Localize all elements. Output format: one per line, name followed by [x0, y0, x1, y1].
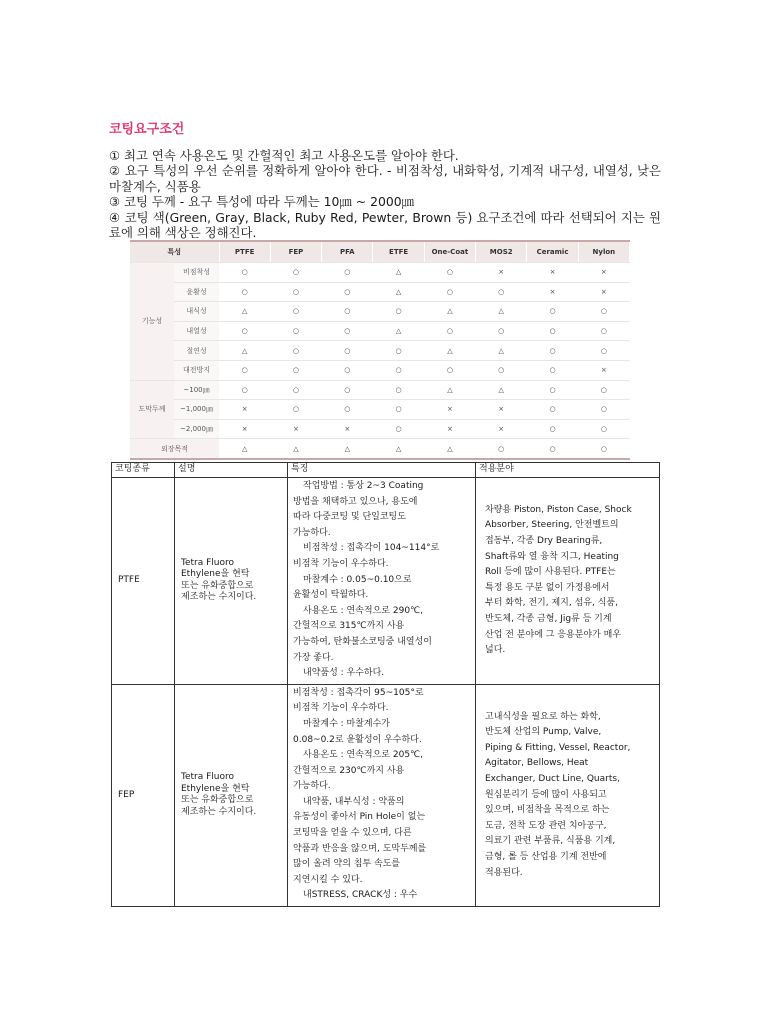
rating-cell: △	[373, 321, 424, 341]
header-cell: One-Coat	[424, 241, 475, 263]
header-cell: FEP	[270, 241, 321, 263]
rating-cell: ×	[270, 419, 321, 439]
rating-cell: ○	[527, 360, 578, 380]
property-row	[130, 400, 630, 420]
coating-row	[112, 478, 660, 685]
property-row	[130, 380, 630, 400]
feature-line: 내약품, 내부식성 : 약품의	[303, 796, 405, 807]
application-line: Shaft류와 열 융착 지그, Heating	[485, 551, 619, 562]
rating-cell: ×	[476, 400, 527, 420]
coating-row	[112, 684, 660, 906]
rating-cell: ○	[322, 341, 373, 361]
feature-line: 많이 올려 약의 침투 속도를	[293, 859, 401, 870]
feature-line: 비점착 기능이 우수하다.	[293, 703, 389, 714]
group-label: 도막두께	[130, 380, 174, 439]
requirement-line: ③ 코팅 두께 - 요구 특성에 따라 두께는 10㎛ ~ 2000㎛	[109, 194, 414, 210]
feature-line: 사용온도 : 연속적으로 290℃,	[303, 605, 424, 616]
application-line: 반도체, 각종 금형, Jig류 등 기계	[485, 614, 612, 625]
rating-cell: ○	[527, 302, 578, 322]
application-line: 차량용 Piston, Piston Case, Shock	[485, 504, 632, 515]
property-row	[130, 263, 630, 283]
rating-cell: ○	[578, 400, 629, 420]
rating-cell: ○	[373, 302, 424, 322]
application-line: 특정 용도 구분 없이 가정용에서	[485, 582, 610, 593]
feature-line: 마찰계수 : 마찰계수가	[303, 718, 391, 729]
rating-cell: ○	[322, 282, 373, 302]
feature-line: 약품과 반응을 않으며, 도막두께를	[293, 843, 427, 854]
header-cell: 적용분야	[476, 463, 660, 478]
rating-cell: ○	[578, 380, 629, 400]
application-line: 있으며, 비점착을 목적으로 하는	[485, 805, 610, 816]
rating-cell: ○	[424, 282, 475, 302]
application-line: 반도체 산업의 Pump, Valve,	[485, 727, 602, 738]
feature-line: 코팅막을 얻을 수 있으며, 다른	[293, 828, 412, 839]
rating-cell: ×	[219, 400, 270, 420]
property-row	[130, 302, 630, 322]
header-cell: 설명	[175, 463, 288, 478]
rating-cell: ○	[373, 360, 424, 380]
coating-type: FEP	[112, 684, 175, 906]
rating-cell: △	[424, 380, 475, 400]
rating-cell: △	[476, 341, 527, 361]
rating-cell: ○	[322, 380, 373, 400]
property-row	[130, 321, 630, 341]
header-cell: Ceramic	[527, 241, 578, 263]
row-label: 내열성	[174, 321, 219, 341]
header-cell: 특징	[288, 463, 476, 478]
rating-cell: ×	[219, 419, 270, 439]
coating-description	[175, 478, 288, 685]
row-label: 절연성	[174, 341, 219, 361]
rating-cell: ×	[527, 263, 578, 283]
rating-cell: ○	[219, 360, 270, 380]
requirement-line: ② 요구 특성의 우선 순위를 정확하게 알아야 한다. - 비점착성, 내화학성, 기계적 내구성, 내열성, 낮은 마찰계수, 식품용	[109, 163, 661, 194]
header-cell: Nylon	[578, 241, 629, 263]
rating-cell: △	[270, 439, 321, 459]
rating-cell: △	[373, 439, 424, 459]
rating-cell: ×	[578, 282, 629, 302]
application-line: Piping & Fitting, Vessel, Reactor,	[485, 742, 631, 753]
rating-cell: ○	[270, 341, 321, 361]
feature-line: 마찰계수 : 0.05~0.10으로	[303, 574, 412, 585]
rating-cell: ○	[373, 419, 424, 439]
feature-line: 내STRESS, CRACK성 : 우수	[303, 890, 418, 901]
property-comparison-table	[130, 240, 630, 460]
rating-cell: ○	[424, 360, 475, 380]
header-cell: PFA	[322, 241, 373, 263]
row-label: ~2,000㎛	[174, 419, 219, 439]
feature-line: 작업방법 : 통상 2~3 Coating	[303, 481, 424, 491]
coating-types-table	[111, 462, 660, 907]
rating-cell: ○	[219, 282, 270, 302]
description-line: 제조하는 수지이다.	[181, 806, 257, 817]
group-label: 기능성	[130, 263, 174, 381]
coating-features	[288, 684, 476, 906]
coating-features	[288, 478, 476, 685]
rating-cell: ○	[527, 341, 578, 361]
application-line: 부터 화학, 전기, 제지, 섬유, 식품,	[485, 598, 618, 609]
rating-cell: △	[424, 341, 475, 361]
rating-cell: △	[424, 439, 475, 459]
description-line: Tetra Fluoro	[181, 557, 235, 568]
header-cell: MOS2	[476, 241, 527, 263]
property-row	[130, 282, 630, 302]
feature-line: 간헐적으로 230℃까지 사용	[293, 765, 405, 776]
rating-cell: ○	[527, 380, 578, 400]
section-heading: 코팅요구조건	[109, 122, 185, 137]
feature-line: 유동성이 좋아서 Pin Hole이 없는	[293, 812, 426, 823]
rating-cell: ○	[219, 263, 270, 283]
feature-line: 따라 다중코팅 및 단일코팅도	[293, 512, 406, 523]
rating-cell: ○	[322, 360, 373, 380]
property-row	[130, 439, 630, 459]
rating-cell: ○	[476, 360, 527, 380]
rating-cell: ○	[322, 400, 373, 420]
rating-cell: △	[373, 263, 424, 283]
feature-line: 가능하다.	[293, 527, 331, 538]
rating-cell: ×	[476, 419, 527, 439]
application-line: 도금, 전착 도장 관련 치아공구,	[485, 820, 607, 831]
rating-cell: ○	[527, 400, 578, 420]
rating-cell: ○	[476, 321, 527, 341]
feature-line: 가능하여, 탄화불소코팅중 내열성이	[293, 636, 432, 647]
rating-cell: △	[219, 439, 270, 459]
feature-line: 0.08~0.2로 윤활성이 우수하다.	[293, 734, 422, 745]
rating-cell: ×	[578, 360, 629, 380]
header-cell: ETFE	[373, 241, 424, 263]
rating-cell: ○	[270, 360, 321, 380]
row-label: 비점착성	[174, 263, 219, 283]
application-line: 산업 전 분야에 그 응용분야가 매우	[485, 629, 622, 640]
rating-cell: ○	[373, 341, 424, 361]
feature-line: 사용온도 : 연속적으로 205℃,	[303, 750, 424, 761]
feature-line: 비점착성 : 접촉각이 104~114°로	[303, 543, 440, 554]
description-line: Tetra Fluoro	[181, 772, 235, 783]
application-line: 금형, 롤 등 산업용 기계 전반에	[485, 851, 607, 862]
property-row	[130, 341, 630, 361]
rating-cell: △	[219, 302, 270, 322]
requirement-line: ① 최고 연속 사용온도 및 간헐적인 최고 사용온도를 알아야 한다.	[109, 148, 459, 163]
rating-cell: ○	[373, 380, 424, 400]
rating-cell: ○	[424, 263, 475, 283]
header-cell: PTFE	[219, 241, 270, 263]
coating-type: PTFE	[112, 478, 175, 685]
rating-cell: ○	[527, 321, 578, 341]
rating-cell: ×	[476, 263, 527, 283]
application-line: 적용된다.	[485, 867, 523, 878]
rating-cell: ○	[578, 419, 629, 439]
feature-line: 윤활성이 탁월하다.	[293, 590, 369, 601]
description-line: 또는 유화중합으로	[181, 795, 254, 806]
rating-cell: △	[476, 380, 527, 400]
rating-cell: ○	[270, 380, 321, 400]
rating-cell: ×	[578, 263, 629, 283]
application-line: Exchanger, Duct Line, Quarts,	[485, 773, 620, 784]
rating-cell: ○	[527, 419, 578, 439]
application-line: Agitator, Bellows, Heat	[485, 758, 589, 769]
application-line: Absorber, Steering, 안전벨트의	[485, 520, 619, 531]
rating-cell: ○	[322, 302, 373, 322]
rating-cell: ○	[578, 302, 629, 322]
description-line: Ethylene을 현탁	[181, 783, 250, 794]
description-line: 또는 유화중합으로	[181, 580, 254, 591]
rating-cell: △	[219, 341, 270, 361]
header-cell: 특성	[130, 241, 219, 263]
property-row	[130, 360, 630, 380]
rating-cell: ×	[322, 419, 373, 439]
rating-cell: ○	[270, 302, 321, 322]
rating-cell: ○	[270, 321, 321, 341]
rating-cell: △	[424, 302, 475, 322]
rating-cell: ×	[527, 282, 578, 302]
description-line: 제조하는 수지이다.	[181, 592, 257, 603]
application-line: Roll 등에 많이 사용된다. PTFE는	[485, 567, 616, 578]
rating-cell: ○	[424, 321, 475, 341]
row-label: 윤활성	[174, 282, 219, 302]
feature-line: 지연시킬 수 있다.	[293, 874, 363, 885]
application-line: 원심분리기 등에 많이 사용되고	[485, 789, 607, 800]
rating-cell: ○	[373, 400, 424, 420]
rating-cell: ○	[578, 439, 629, 459]
feature-line: 간헐적으로 315℃까지 사용	[293, 621, 405, 632]
rating-cell: ○	[476, 282, 527, 302]
row-label: ~1,000㎛	[174, 400, 219, 420]
row-label: ~100㎛	[174, 380, 219, 400]
requirements-text	[109, 148, 661, 240]
rating-cell: ○	[322, 263, 373, 283]
feature-line: 내약품성 : 우수하다.	[303, 668, 385, 679]
header-cell: 코팅종류	[112, 463, 175, 478]
description-line: Ethylene을 현탁	[181, 569, 250, 580]
feature-line: 가장 좋다.	[293, 652, 334, 663]
rating-cell: ○	[476, 439, 527, 459]
coating-header-row	[112, 463, 660, 478]
rating-cell: ○	[527, 439, 578, 459]
rating-cell: △	[476, 302, 527, 322]
rating-cell: ○	[578, 321, 629, 341]
application-line: 넓다.	[485, 645, 506, 656]
rating-cell: ○	[578, 341, 629, 361]
row-label: 외장목적	[130, 439, 219, 459]
feature-line: 가능하다.	[293, 781, 331, 792]
application-line: 고내식성을 필요로 하는 화학,	[485, 711, 601, 722]
coating-description	[175, 684, 288, 906]
application-line: 의료기 관련 부품류, 식품용 기계,	[485, 836, 616, 847]
rating-cell: ○	[219, 380, 270, 400]
rating-cell: △	[322, 439, 373, 459]
rating-cell: ×	[424, 419, 475, 439]
requirement-line: ④ 코팅 색(Green, Gray, Black, Ruby Red, Pewter, Brown 등) 요구조건에 따라 선택되어 지는 원료에 의해 색상은 정해진다.	[109, 209, 661, 241]
application-line: 접동부, 각종 Dry Bearing류,	[485, 536, 603, 547]
rating-cell: ○	[322, 321, 373, 341]
rating-cell: △	[373, 282, 424, 302]
rating-cell: ○	[270, 263, 321, 283]
row-label: 대전방지	[174, 360, 219, 380]
feature-line: 비점착 기능이 우수하다.	[293, 558, 389, 569]
rating-cell: ○	[270, 282, 321, 302]
rating-cell: ○	[219, 321, 270, 341]
rating-cell: ×	[424, 400, 475, 420]
feature-line: 비점착성 : 접촉각이 95~105°로	[293, 687, 424, 698]
feature-line: 방법을 채택하고 있으나, 용도에	[293, 496, 418, 507]
coating-applications	[476, 478, 660, 685]
property-header-row	[130, 241, 630, 263]
rating-cell: ○	[270, 400, 321, 420]
property-row	[130, 419, 630, 439]
coating-applications	[476, 684, 660, 906]
row-label: 내식성	[174, 302, 219, 322]
